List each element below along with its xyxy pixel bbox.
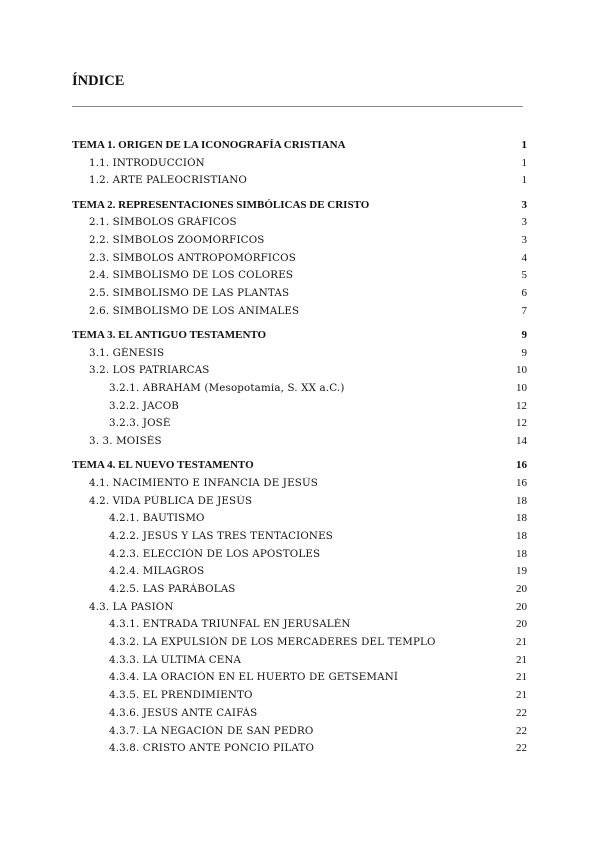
toc-entry[interactable] xyxy=(72,305,527,323)
toc-entry-page: 20 xyxy=(516,583,527,595)
toc-entry-page: 19 xyxy=(516,565,527,578)
toc-entry[interactable] xyxy=(72,364,527,382)
toc-entry[interactable] xyxy=(72,400,527,418)
toc-entry[interactable] xyxy=(72,601,527,619)
toc-entry-page: 21 xyxy=(516,636,527,649)
toc-entry-page: 10 xyxy=(516,364,527,377)
toc-entry-label: 3.2.2. JACOB xyxy=(109,399,179,412)
toc-entry-label: 2.2. SÍMBOLOS ZOOMÓRFICOS xyxy=(89,233,265,246)
toc-entry-page: 21 xyxy=(516,689,527,702)
toc-entry[interactable] xyxy=(72,565,527,583)
toc-entry-label: 3. 3. MOISÉS xyxy=(89,435,162,447)
toc-entry[interactable] xyxy=(72,689,527,707)
toc-entry-label: TEMA 2. REPRESENTACIONES SIMBÓLICAS DE CRISTO xyxy=(72,198,370,211)
toc-entry[interactable] xyxy=(72,583,527,601)
toc-entry-label: 2.6. SIMBOLISMO DE LOS ANIMALES xyxy=(89,304,300,317)
toc-entry-label: 4.3.3. LA ÚLTIMA CENA xyxy=(109,653,242,666)
toc-entry-page: 22 xyxy=(516,706,527,719)
toc-entry-page: 22 xyxy=(516,724,527,737)
toc-entry-page: 18 xyxy=(516,529,527,542)
toc-entry[interactable] xyxy=(72,477,527,495)
toc-entry-label: 4.3.4. LA ORACIÓN EN EL HUERTO DE GETSEMANÍ xyxy=(109,671,399,684)
toc-entry-label: 4.3.7. LA NEGACIÓN DE SAN PEDRO xyxy=(109,724,314,737)
toc-entry-label: 4.2.5. LAS PARÁBOLAS xyxy=(109,583,236,595)
toc-entry-page: 14 xyxy=(516,435,527,447)
toc-entry[interactable] xyxy=(72,417,527,435)
toc-entry[interactable] xyxy=(72,234,527,252)
toc-entry-page: 3 xyxy=(521,198,527,211)
toc-entry-page: 21 xyxy=(516,653,527,666)
toc-entry-page: 18 xyxy=(516,512,527,525)
toc-entry-label: 2.4. SIMBOLISMO DE LOS COLORES xyxy=(89,269,294,282)
toc-entry-page: 12 xyxy=(516,417,527,430)
toc-entry-page: 9 xyxy=(521,328,527,341)
toc-entry-label: 4.3.2. LA EXPULSIÓN DE LOS MERCADERES DEL TEMPLO xyxy=(109,636,436,649)
toc-entry-page: 1 xyxy=(521,156,527,169)
toc-entry-label: 4.2. VIDA PÚBLICA DE JESÚS xyxy=(89,494,253,507)
toc-entry-page: 16 xyxy=(516,459,527,472)
toc-entry-label: TEMA 4. EL NUEVO TESTAMENTO xyxy=(72,459,254,472)
toc-entry[interactable] xyxy=(72,618,527,636)
toc-entry[interactable] xyxy=(72,636,527,654)
toc-entry-label: 4.2.4. MILAGROS xyxy=(109,565,205,578)
toc-entry-label: 2.3. SÍMBOLOS ANTROPOMÓRFICOS xyxy=(89,251,296,264)
toc-entry-page: 5 xyxy=(521,269,527,282)
toc-entry[interactable] xyxy=(72,530,527,548)
toc-chapter-entry[interactable] xyxy=(72,459,527,477)
toc-entry-label: 4.3.1. ENTRADA TRIUNFAL EN JERUSALÉN xyxy=(109,618,351,631)
toc-entry-label: 3.2.3. JOSÉ xyxy=(109,417,171,430)
toc-entry[interactable] xyxy=(72,269,527,287)
toc-entry[interactable] xyxy=(72,707,527,725)
table-of-contents xyxy=(72,139,527,760)
toc-entry-label: 2.1. SÍMBOLOS GRÁFICOS xyxy=(89,216,237,229)
toc-entry[interactable] xyxy=(72,347,527,365)
toc-entry-label: 4.3. LA PASIÓN xyxy=(89,600,174,613)
toc-entry-label: 4.3.5. EL PRENDIMIENTO xyxy=(109,689,253,702)
toc-entry[interactable] xyxy=(72,252,527,270)
toc-entry-label: TEMA 1. ORIGEN DE LA ICONOGRAFÍA CRISTIANA xyxy=(72,139,346,151)
toc-chapter-entry[interactable] xyxy=(72,139,527,157)
toc-entry-page: 12 xyxy=(516,399,527,412)
toc-entry-page: 3 xyxy=(521,216,527,229)
toc-entry[interactable] xyxy=(72,174,527,192)
toc-entry-page: 9 xyxy=(521,346,527,359)
toc-entry[interactable] xyxy=(72,382,527,400)
toc-entry-label: 4.2.1. BAUTISMO xyxy=(109,512,205,525)
toc-entry-page: 16 xyxy=(516,476,527,489)
toc-entry-label: 1.2. ARTE PALEOCRISTIANO xyxy=(89,174,247,187)
toc-entry[interactable] xyxy=(72,435,527,453)
toc-entry[interactable] xyxy=(72,548,527,566)
toc-entry-page: 3 xyxy=(521,233,527,246)
toc-entry-label: TEMA 3. EL ANTIGUO TESTAMENTO xyxy=(72,328,267,341)
toc-entry[interactable] xyxy=(72,495,527,513)
toc-entry-page: 6 xyxy=(521,287,527,299)
toc-entry-label: 4.3.6. JESÚS ANTE CAIFÁS xyxy=(109,706,258,719)
toc-entry-page: 18 xyxy=(516,547,527,560)
toc-entry[interactable] xyxy=(72,654,527,672)
toc-entry[interactable] xyxy=(72,742,527,760)
toc-entry[interactable] xyxy=(72,216,527,234)
toc-entry-page: 18 xyxy=(516,494,527,507)
toc-entry-label: 3.2. LOS PATRIARCAS xyxy=(89,364,210,377)
toc-chapter-entry[interactable] xyxy=(72,329,527,347)
toc-entry[interactable] xyxy=(72,157,527,175)
toc-entry-label: 4.1. NACIMIENTO E INFANCIA DE JESÚS xyxy=(89,476,318,489)
toc-entry-page: 21 xyxy=(516,671,527,684)
toc-entry-label: 4.2.2. JESÚS Y LAS TRES TENTACIONES xyxy=(109,529,333,542)
toc-entry-page: 22 xyxy=(516,742,527,755)
toc-entry[interactable] xyxy=(72,725,527,743)
title-divider xyxy=(72,106,523,107)
toc-entry-page: 20 xyxy=(516,618,527,631)
toc-entry[interactable] xyxy=(72,512,527,530)
toc-entry-label: 1.1. INTRODUCCIÓN xyxy=(89,156,205,169)
toc-entry-page: 7 xyxy=(521,304,527,317)
toc-entry-label: 4.3.8. CRISTO ANTE PONCIO PILATO xyxy=(109,742,315,755)
toc-entry-label: 2.5. SIMBOLISMO DE LAS PLANTAS xyxy=(89,287,290,299)
toc-entry-page: 1 xyxy=(521,174,527,187)
toc-entry[interactable] xyxy=(72,671,527,689)
toc-chapter-entry[interactable] xyxy=(72,199,527,217)
toc-entry-page: 20 xyxy=(516,600,527,613)
toc-entry-label: 3.1. GÉNESIS xyxy=(89,346,165,359)
toc-entry-page: 4 xyxy=(521,251,527,264)
page-title: ÍNDICE xyxy=(72,73,125,89)
toc-entry-label: 4.2.3. ELECCIÓN DE LOS APÓSTOLES xyxy=(109,547,321,560)
toc-entry-label: 3.2.1. ABRAHAM (Mesopotamia, S. XX a.C.) xyxy=(109,381,345,394)
toc-entry[interactable] xyxy=(72,287,527,305)
toc-entry-page: 1 xyxy=(521,139,527,151)
toc-entry-page: 10 xyxy=(516,381,527,394)
